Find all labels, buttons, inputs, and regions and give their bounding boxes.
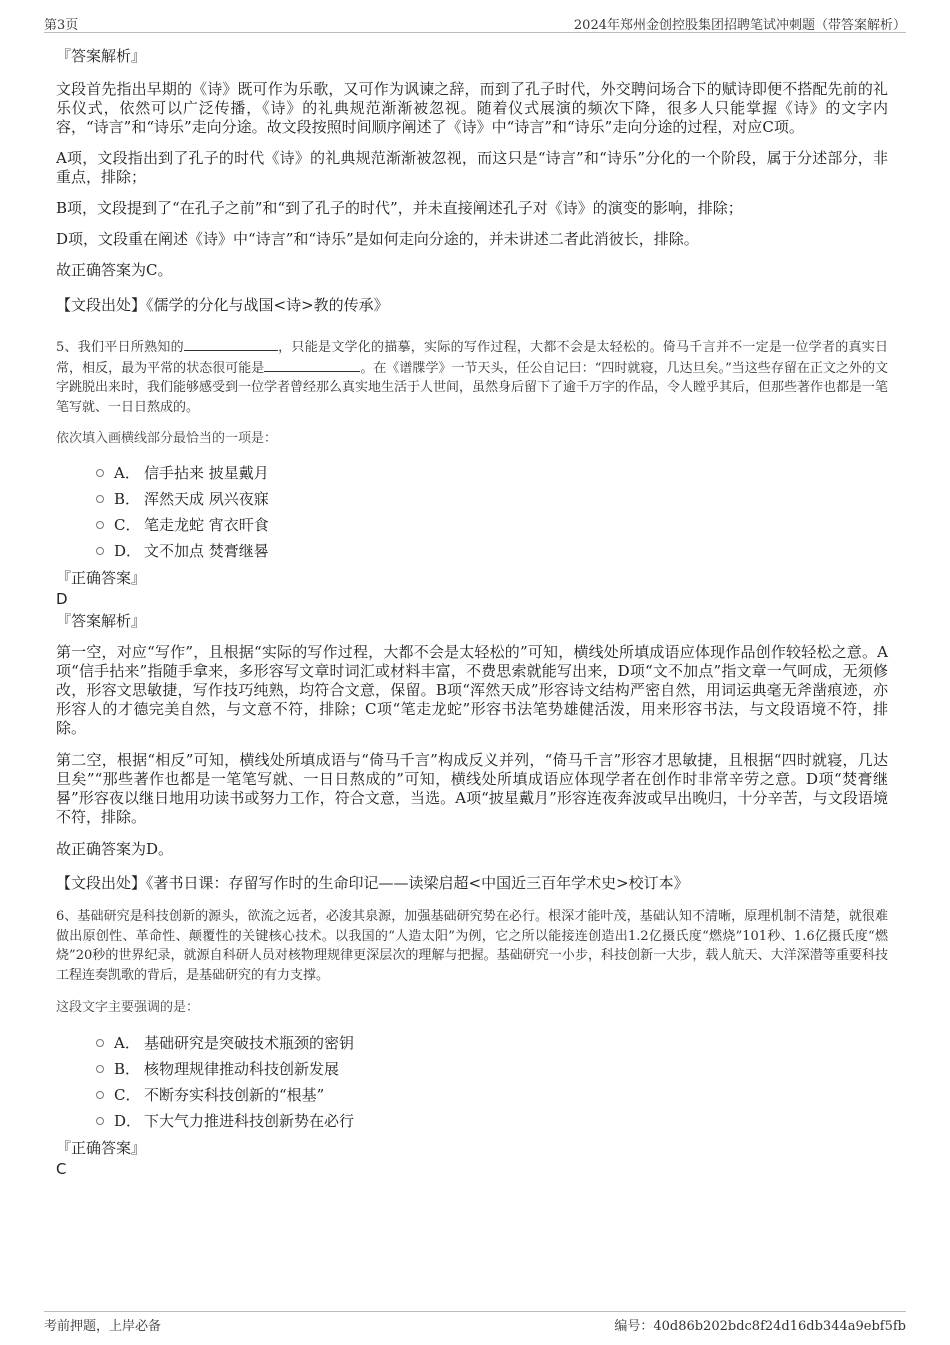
q4-source: 【文段出处】《儒学的分化与战国<诗>教的传承》 [56, 296, 389, 314]
q4-analysis-label: 『答案解析』 [56, 47, 147, 65]
q4-analysis-p3: B项，文段提到了“在孔子之前”和“到了孔子的时代”，并未直接阐述孔子对《诗》的演变的影响，排除； [56, 199, 743, 217]
footer-code-value: 40d86b202bdc8f24d16db344a9ebf5fb [653, 1319, 906, 1334]
q4-analysis-p4: D项，文段重在阐述《诗》中“诗言”和“诗乐”是如何走向分途的，并未讲述二者此消彼长，排除。 [56, 230, 699, 248]
q6-options [96, 1030, 888, 1134]
q5-answer-label: 『正确答案』 [56, 569, 147, 587]
q5-option-c[interactable]: C． 笔走龙蛇 宵衣旰食 [96, 512, 888, 538]
q6-prompt: 这段文字主要强调的是： [56, 1000, 200, 1015]
q6-answer: C [56, 1160, 67, 1178]
radio-icon[interactable] [96, 1039, 104, 1047]
page-footer [44, 1311, 906, 1336]
radio-icon[interactable] [96, 469, 104, 477]
q5-option-b[interactable]: B． 浑然天成 夙兴夜寐 [96, 486, 888, 512]
radio-icon[interactable] [96, 521, 104, 529]
q5-source: 【文段出处】《著书日课：存留写作时的生命印记——读梁启超<中国近三百年学术史>校订本》 [56, 874, 689, 892]
q5-options [96, 460, 888, 564]
footer-code-label: 编号： [614, 1319, 654, 1334]
radio-icon[interactable] [96, 547, 104, 555]
radio-icon[interactable] [96, 1091, 104, 1099]
page-header [44, 10, 906, 33]
q4-answer-statement: 故正确答案为C。 [56, 261, 173, 279]
radio-icon[interactable] [96, 1117, 104, 1125]
q5-text-a: 5、我们平日所熟知的 [56, 340, 184, 355]
page-number: 第3页 [44, 18, 79, 33]
q5-text-b: ，只能是文学化的描摹，实际的写作过程，大都不会是太轻松的。倚马千言并不一定是一位学者的真实日常，相反，最为平常的状态很可能是 [56, 340, 888, 376]
footer-code [614, 1315, 906, 1334]
page-content [56, 40, 888, 1179]
q5-blank-1 [184, 337, 278, 351]
q5-analysis-label: 『答案解析』 [56, 612, 147, 630]
footer-slogan: 考前押题，上岸必备 [44, 1319, 162, 1334]
q6-question: 6、基础研究是科技创新的源头，欲流之远者，必浚其泉源，加强基础研究势在必行。根深才能叶茂，基础认知不清晰，原理机制不清楚，就很难做出原创性、革命性、颠覆性的关键核心技术。以我国的“人造太阳”为例，它之所以能接连创造出1.2亿摄氏度“燃烧”101秒、1.6亿摄氏度“燃烧”20秒的世界纪录，就源自科研人员对核物理规律更深层次的理解与把握。基础研究一小步，科技创新一大步，载人航天、大洋深潜等重要科技工程连奏凯歌的背后，是基础研究的有力支撑。 [56, 909, 888, 983]
radio-icon[interactable] [96, 1065, 104, 1073]
document-title: 2024年郑州金创控股集团招聘笔试冲刺题（带答案解析） [573, 18, 906, 33]
q5-text-c: 。在《谱牒学》一节天头，任公自记曰：“四时就寝，几达旦矣。”当这些存留在正文之外的文字跳脱出来时，我们能够感受到一位学者曾经那么真实地生活于人世间，虽然身后留下了逾千万字的作品，令人瞠乎其后，但那些著作也都是一笔笔写就、一日日熬成的。 [56, 360, 889, 415]
q5-option-a[interactable]: A． 信手拈来 披星戴月 [96, 460, 888, 486]
radio-icon[interactable] [96, 495, 104, 503]
q5-option-d[interactable]: D． 文不加点 焚膏继晷 [96, 538, 888, 564]
q6-option-d[interactable]: D． 下大气力推进科技创新势在必行 [96, 1108, 888, 1134]
q5-analysis-p2: 第二空，根据“相反”可知，横线处所填成语与“倚马千言”构成反义并列，“倚马千言”形容才思敏捷，且根据“四时就寝，几达旦矣”“那些著作也都是一笔笔写就、一日日熬成的”可知，横线处所填成语应体现学者在创作时非常辛劳之意。D项“焚膏继晷”形容夜以继日地用功读书或努力工作，符合文意，当选。A项“披星戴月”形容连夜奔波或早出晚归，十分辛苦，与文段语境不符，排除。 [56, 751, 888, 826]
q6-answer-label: 『正确答案』 [56, 1139, 147, 1157]
q5-answer-statement: 故正确答案为D。 [56, 840, 174, 858]
q4-analysis-p1: 文段首先指出早期的《诗》既可作为乐歌，又可作为讽谏之辞，而到了孔子时代，外交聘问场合下的赋诗即便不搭配先前的礼乐仪式，依然可以广泛传播，《诗》的礼典规范渐渐被忽视。随着仪式展演的频次下降，很多人只能掌握《诗》的文字内容，“诗言”和“诗乐”走向分途。故文段按照时间顺序阐述了《诗》中“诗言”和“诗乐”走向分途的过程，对应C项。 [56, 80, 888, 136]
q5-prompt: 依次填入画横线部分最恰当的一项是： [56, 431, 278, 446]
q4-analysis-p2: A项，文段指出到了孔子的时代《诗》的礼典规范渐渐被忽视，而这只是“诗言”和“诗乐”分化的一个阶段，属于分述部分，非重点，排除； [56, 149, 888, 186]
q5-blank-2 [264, 358, 360, 372]
q5-question [56, 337, 888, 417]
q6-option-a[interactable]: A． 基础研究是突破技术瓶颈的密钥 [96, 1030, 888, 1056]
q5-analysis-p1: 第一空，对应“写作”，且根据“实际的写作过程，大都不会是太轻松的”可知，横线处所填成语应体现作品创作较轻松之意。A项“信手拈来”指随手拿来，多形容写文章时词汇或材料丰富，不费思索就能写出来，D项“文不加点”指文章一气呵成，无须修改，形容文思敏捷，写作技巧纯熟，均符合文意，保留。B项“浑然天成”形容诗文结构严密自然，用词运典毫无斧凿痕迹，亦形容人的才德完美自然，与文意不符，排除；C项“笔走龙蛇”形容书法笔势雄健活泼，用来形容书法，与文段语境不符，排除。 [56, 643, 888, 737]
q6-option-b[interactable]: B． 核物理规律推动科技创新发展 [96, 1056, 888, 1082]
q5-answer: D [56, 590, 68, 608]
q6-option-c[interactable]: C． 不断夯实科技创新的“根基” [96, 1082, 888, 1108]
